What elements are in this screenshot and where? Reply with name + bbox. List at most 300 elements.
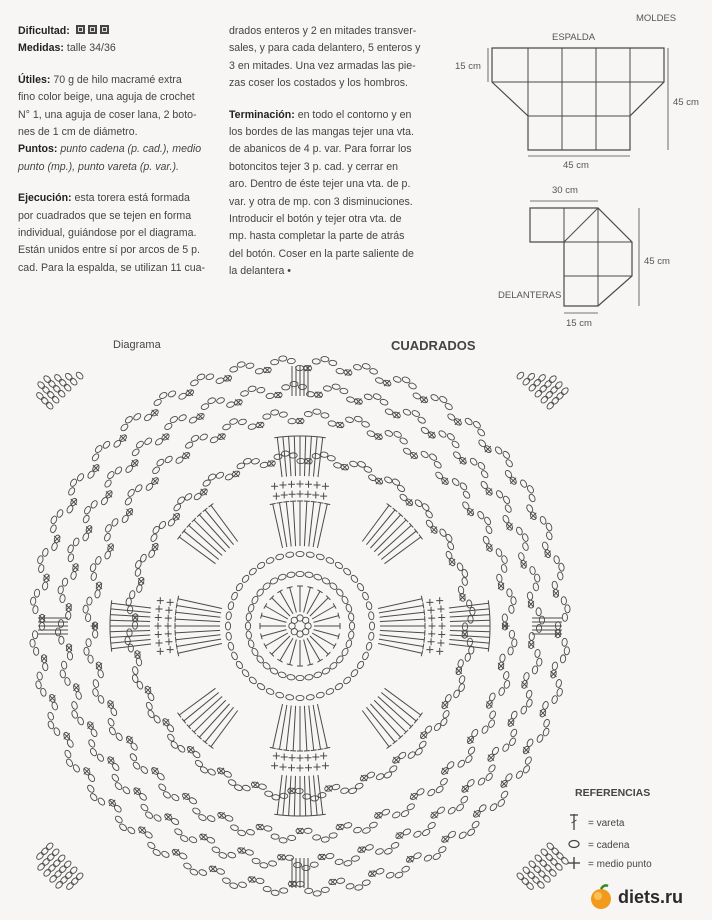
chain-stitch: [407, 751, 416, 760]
vareta-stitch: [378, 696, 411, 726]
chain-stitch: [237, 829, 246, 836]
chain-stitch: [323, 385, 332, 391]
x-stitch: [449, 559, 455, 565]
chain-stitch: [312, 453, 320, 459]
chain-stitch: [353, 827, 362, 834]
legend-vareta: [566, 812, 624, 835]
chain-stitch: [164, 422, 174, 431]
vareta-stitch: [189, 696, 222, 726]
chain-stitch: [192, 750, 201, 759]
x-stitch: [342, 464, 348, 470]
chain-stitch: [275, 553, 284, 560]
vareta-stitch: [184, 692, 219, 720]
chain-stitch: [539, 384, 548, 393]
chain-stitch: [127, 826, 136, 835]
chain-stitch: [88, 739, 96, 749]
chain-stitch: [47, 379, 56, 388]
chain-stitch: [501, 564, 508, 573]
vareta-stitch: [304, 640, 311, 665]
medio-punto-stitch: [426, 599, 433, 606]
medio-punto-stitch: [304, 754, 311, 761]
vareta-stitch: [176, 612, 221, 617]
x-stitch: [127, 737, 133, 743]
medio-punto-stitch: [428, 630, 435, 637]
chain-stitch: [526, 699, 533, 708]
chain-stitch: [153, 398, 163, 407]
medio-punto-stitch: [280, 763, 287, 770]
chain-stitch: [521, 533, 529, 542]
x-stitch: [486, 489, 492, 495]
chain-stitch: [59, 875, 68, 884]
espalda-label: ESPALDA: [552, 32, 596, 43]
chain-stitch: [487, 719, 495, 728]
chain-stitch: [252, 858, 261, 865]
chain-stitch: [527, 592, 533, 601]
vareta-stitch: [179, 537, 215, 564]
chain-stitch: [375, 773, 385, 781]
terminacion-label: Terminación:: [229, 108, 295, 121]
x-stitch: [456, 668, 462, 674]
x-stitch: [297, 828, 303, 834]
chain-stitch: [92, 679, 99, 688]
chain-stitch: [384, 429, 393, 437]
chain-stitch: [424, 725, 433, 734]
chain-stitch: [543, 863, 552, 872]
x-stitch: [507, 523, 513, 529]
chain-stitch: [53, 373, 62, 382]
chain-stitch: [198, 813, 207, 821]
vareta-top: [318, 502, 324, 503]
chain-stitch: [271, 890, 279, 896]
x-stitch: [66, 604, 72, 610]
x-stitch: [523, 747, 529, 753]
chain-stitch: [462, 623, 467, 631]
x-stitch: [462, 786, 468, 792]
chain-stitch: [489, 710, 497, 719]
chain-stitch: [70, 877, 79, 886]
chain-stitch: [428, 453, 438, 462]
chain-stitch: [304, 828, 312, 834]
chain-stitch: [246, 631, 253, 640]
vareta-top: [177, 650, 178, 656]
chain-stitch: [230, 824, 239, 831]
medio-punto-stitch: [297, 491, 304, 498]
chain-stitch: [45, 842, 54, 851]
x-stitch: [431, 812, 437, 818]
chain-stitch: [369, 622, 374, 630]
chain-stitch: [227, 779, 236, 787]
vareta-stitch: [111, 644, 151, 649]
chain-stitch: [365, 844, 374, 851]
chain-stitch: [42, 582, 48, 591]
vareta-stitch: [290, 640, 297, 665]
vareta-stitch: [310, 636, 328, 654]
chain-stitch: [83, 647, 89, 656]
chain-stitch: [392, 811, 401, 819]
chain-stitch: [158, 391, 168, 400]
medio-punto-stitch: [165, 623, 172, 630]
chain-stitch: [46, 853, 55, 862]
vareta-top: [320, 437, 326, 438]
chain-stitch: [238, 418, 247, 425]
chain-stitch: [321, 356, 329, 362]
chain-stitch: [140, 803, 149, 812]
chain-stitch: [411, 409, 421, 417]
moldes-title: MOLDES: [636, 13, 677, 24]
chain-stitch: [40, 688, 47, 697]
chain-stitch: [270, 409, 279, 415]
chain-stitch: [38, 564, 45, 573]
vareta-stitch: [261, 630, 286, 637]
chain-stitch: [555, 391, 564, 400]
chain-stitch: [178, 414, 188, 422]
vareta-top: [324, 503, 330, 504]
chain-stitch: [321, 836, 330, 842]
chain-stitch: [226, 611, 232, 620]
chain-stitch: [481, 725, 489, 735]
vareta-stitch: [314, 616, 339, 623]
chain-stitch: [230, 651, 238, 660]
chain-stitch: [124, 415, 133, 424]
vareta-stitch: [111, 609, 151, 613]
chain-stitch: [97, 669, 104, 678]
x-stitch: [485, 446, 491, 452]
medio-punto-stitch: [320, 752, 327, 759]
x-stitch: [486, 701, 492, 707]
medio-punto-stitch: [281, 491, 288, 498]
chain-stitch: [362, 879, 371, 886]
espalda-outline: [492, 48, 664, 150]
x-stitch: [421, 732, 427, 738]
puntos-text: punto cadena (p. cad.), medio: [60, 143, 202, 156]
chain-stitch: [36, 672, 43, 681]
chain-stitch: [466, 828, 475, 837]
chain-stitch: [161, 850, 171, 859]
vareta-top: [489, 640, 490, 646]
x-stitch: [467, 509, 473, 515]
vareta-stitch: [309, 436, 311, 476]
chain-stitch: [43, 868, 52, 877]
x-stitch: [108, 757, 114, 763]
vareta-top: [311, 750, 317, 751]
vareta-stitch: [110, 630, 150, 631]
chain-stitch: [102, 440, 111, 449]
chain-stitch: [342, 567, 351, 576]
medio-punto-symbol-icon: [566, 856, 582, 873]
chain-stitch: [552, 581, 558, 590]
chain-stitch: [184, 492, 193, 501]
x-stitch: [521, 561, 527, 567]
chain-stitch: [67, 487, 76, 497]
chain-stitch: [35, 680, 42, 689]
chain-stitch: [552, 662, 558, 671]
chain-stitch: [264, 790, 273, 797]
x-stitch: [528, 642, 534, 648]
chain-stitch: [37, 381, 46, 390]
chain-stitch: [83, 505, 91, 515]
x-stitch: [375, 812, 381, 818]
chain-stitch: [32, 631, 37, 639]
chain-stitch: [268, 860, 277, 866]
x-stitch: [411, 453, 417, 459]
ejecucion-text: cad. Para la espalda, se utilizan 11 cua-: [18, 261, 206, 274]
chain-stitch: [246, 829, 255, 836]
medio-punto-stitch: [438, 631, 445, 638]
x-stitch: [96, 663, 102, 669]
x-stitch: [337, 824, 343, 830]
chain-stitch: [50, 524, 58, 533]
chain-stitch: [92, 688, 99, 697]
ejecucion-label: Ejecución:: [18, 192, 72, 205]
vareta-top: [317, 659, 322, 662]
chain-stitch: [528, 860, 537, 869]
medio-punto-stitch: [155, 631, 162, 638]
chain-stitch: [156, 458, 165, 467]
chain-stitch: [42, 662, 48, 671]
chain-stitch: [162, 790, 172, 799]
vareta-top: [209, 745, 214, 749]
ejecucion-text: por cuadrados que se tejen en forma: [18, 209, 192, 222]
instruction-line: Introducir el botón y tejer otra vta. de: [229, 213, 402, 226]
chain-stitch: [246, 362, 255, 369]
chain-stitch: [348, 787, 357, 794]
vareta-stitch: [362, 505, 389, 541]
chain-stitch: [45, 401, 54, 410]
chain-stitch: [59, 669, 66, 678]
chain-stitch: [519, 479, 528, 489]
chain-stitch: [94, 590, 100, 599]
chain-stitch: [348, 613, 355, 622]
vareta-stitch: [449, 603, 489, 608]
chain-stitch: [406, 803, 416, 812]
medio-punto-stitch: [157, 597, 164, 604]
medio-punto-stitch: [165, 607, 172, 614]
chain-stitch: [62, 578, 69, 587]
medio-punto-stitch: [155, 623, 162, 630]
chain-stitch: [237, 361, 246, 368]
x-stitch: [132, 460, 138, 466]
x-stitch: [152, 410, 158, 416]
chain-stitch: [483, 516, 491, 526]
chain-stitch: [472, 420, 481, 429]
chain-stitch: [166, 723, 175, 733]
vareta-stitch: [293, 706, 295, 751]
vareta-stitch: [293, 501, 295, 546]
chain-stitch: [343, 860, 352, 867]
x-stitch: [183, 453, 189, 459]
chain-stitch: [480, 469, 489, 478]
vareta-top: [283, 501, 289, 502]
chain-stitch: [280, 888, 288, 894]
utiles-text: N° 1, una aguja de coser lana, 2 boto-: [18, 108, 197, 121]
vareta-stitch: [307, 638, 320, 661]
chain-stitch: [256, 588, 265, 597]
chain-stitch: [226, 632, 232, 641]
vareta-stitch: [385, 688, 421, 715]
chain-stitch: [63, 383, 72, 392]
chain-stitch: [118, 823, 127, 832]
chain-stitch: [296, 551, 304, 556]
medio-punto-stitch: [289, 491, 296, 498]
espalda-bottom-measure: 45 cm: [563, 160, 589, 171]
chain-stitch: [555, 851, 564, 860]
chain-stitch: [89, 792, 98, 801]
chain-stitch: [373, 393, 382, 400]
chain-stitch: [522, 866, 531, 875]
x-stitch: [201, 489, 207, 495]
chain-stitch: [97, 695, 105, 704]
vareta-top: [280, 815, 286, 816]
chain-stitch: [226, 401, 235, 408]
chain-stitch: [505, 458, 514, 468]
chain-stitch: [190, 434, 200, 442]
medio-punto-stitch: [271, 483, 278, 490]
chain-stitch: [368, 611, 374, 620]
chain-stitch: [558, 563, 565, 572]
chain-stitch: [127, 488, 136, 498]
medio-punto-stitch: [165, 638, 172, 645]
chain-stitch: [94, 444, 103, 453]
chain-stitch: [515, 526, 523, 535]
chain-stitch: [501, 555, 508, 564]
chain-stitch: [343, 822, 352, 829]
x-stitch: [257, 422, 263, 428]
vareta-stitch: [265, 633, 288, 646]
chain-stitch: [506, 588, 512, 597]
chain-stitch: [166, 733, 175, 742]
chain-stitch: [285, 694, 294, 700]
chain-stitch: [47, 863, 56, 872]
chain-stitch: [335, 859, 344, 865]
vareta-top: [177, 596, 178, 602]
chain-stitch: [444, 694, 452, 703]
vareta-stitch: [450, 620, 490, 621]
x-stitch: [330, 879, 336, 885]
vareta-stitch: [380, 619, 425, 621]
chain-stitch: [316, 691, 325, 698]
espalda-left-measure: 15 cm: [455, 61, 481, 72]
chain-stitch: [321, 667, 331, 676]
chain-stitch: [227, 601, 234, 610]
vareta-top: [488, 646, 489, 652]
vareta-stitch: [366, 707, 394, 742]
x-stitch: [407, 856, 413, 862]
chain-stitch: [82, 514, 90, 523]
vareta-top: [264, 603, 267, 608]
chain-stitch: [269, 577, 279, 586]
medio-punto-stitch: [167, 599, 174, 606]
chain-stitch: [453, 689, 461, 698]
chain-stitch: [345, 416, 354, 423]
x-stitch: [530, 513, 536, 519]
chain-stitch: [533, 378, 542, 387]
vareta-stitch: [304, 706, 306, 751]
chain-stitch: [508, 737, 516, 747]
medio-punto-stitch: [297, 481, 304, 488]
chain-stitch: [458, 675, 465, 684]
chain-stitch: [279, 837, 287, 843]
x-stitch: [239, 848, 245, 854]
vareta-stitch: [283, 775, 287, 815]
chain-stitch: [218, 852, 227, 859]
watermark: [588, 884, 683, 910]
chain-stitch: [461, 569, 468, 578]
x-stitch: [355, 398, 361, 404]
vareta-top: [320, 814, 326, 815]
chain-stitch: [539, 516, 547, 525]
utiles-text: 70 g de hilo macramé extra: [53, 73, 182, 86]
x-stitch: [411, 793, 417, 799]
medio-punto-stitch: [503, 623, 510, 630]
x-stitch: [108, 701, 114, 707]
chain-stitch: [235, 582, 244, 592]
x-stitch: [210, 866, 216, 872]
medio-punto-stitch: [313, 482, 320, 489]
vareta-stitch: [385, 537, 421, 564]
medio-punto-stitch: [271, 762, 278, 769]
chain-stitch: [265, 556, 274, 564]
vareta-stitch: [370, 704, 400, 737]
vareta-top: [111, 646, 112, 652]
chain-stitch: [335, 655, 344, 664]
chain-stitch: [287, 674, 296, 681]
chain-stitch: [295, 788, 303, 793]
chain-stitch: [329, 832, 338, 838]
chain-stitch: [71, 710, 79, 719]
vareta-stitch: [176, 635, 221, 640]
chain-stitch: [464, 754, 473, 764]
medio-punto-stitch: [155, 614, 162, 621]
chain-stitch: [127, 606, 133, 614]
chain-stitch: [459, 482, 468, 491]
x-stitch: [375, 434, 381, 440]
chain-stitch: [354, 884, 363, 891]
x-stitch: [71, 499, 77, 505]
x-stitch: [397, 833, 403, 839]
x-stitch: [545, 551, 551, 557]
chain-stitch: [30, 597, 36, 605]
chain-stitch: [305, 888, 313, 893]
x-stitch: [108, 545, 114, 551]
chain-stitch: [281, 451, 289, 457]
chain-stitch: [313, 409, 321, 415]
vareta-stitch: [307, 591, 320, 614]
chain-stitch: [342, 676, 351, 685]
chain-stitch: [64, 871, 73, 880]
chain-stitch: [364, 393, 373, 400]
x-stitch: [393, 757, 399, 763]
chain-stitch: [464, 653, 471, 662]
vareta-top: [209, 503, 214, 507]
chain-stitch: [71, 701, 79, 710]
chain-stitch: [198, 869, 207, 877]
vareta-top: [177, 713, 181, 718]
chain-stitch: [37, 862, 46, 871]
chain-stitch: [251, 647, 260, 657]
vareta-top: [277, 749, 283, 750]
chain-stitch: [353, 364, 362, 371]
chain-stitch: [561, 596, 567, 604]
chain-stitch: [145, 701, 153, 711]
chain-stitch: [375, 848, 384, 856]
vareta-stitch: [286, 502, 291, 547]
x-stitch: [467, 737, 473, 743]
x-stitch: [442, 478, 448, 484]
chain-stitch: [183, 862, 192, 870]
chain-stitch: [496, 574, 503, 583]
vareta-top: [314, 436, 320, 437]
chain-stitch: [199, 433, 208, 441]
